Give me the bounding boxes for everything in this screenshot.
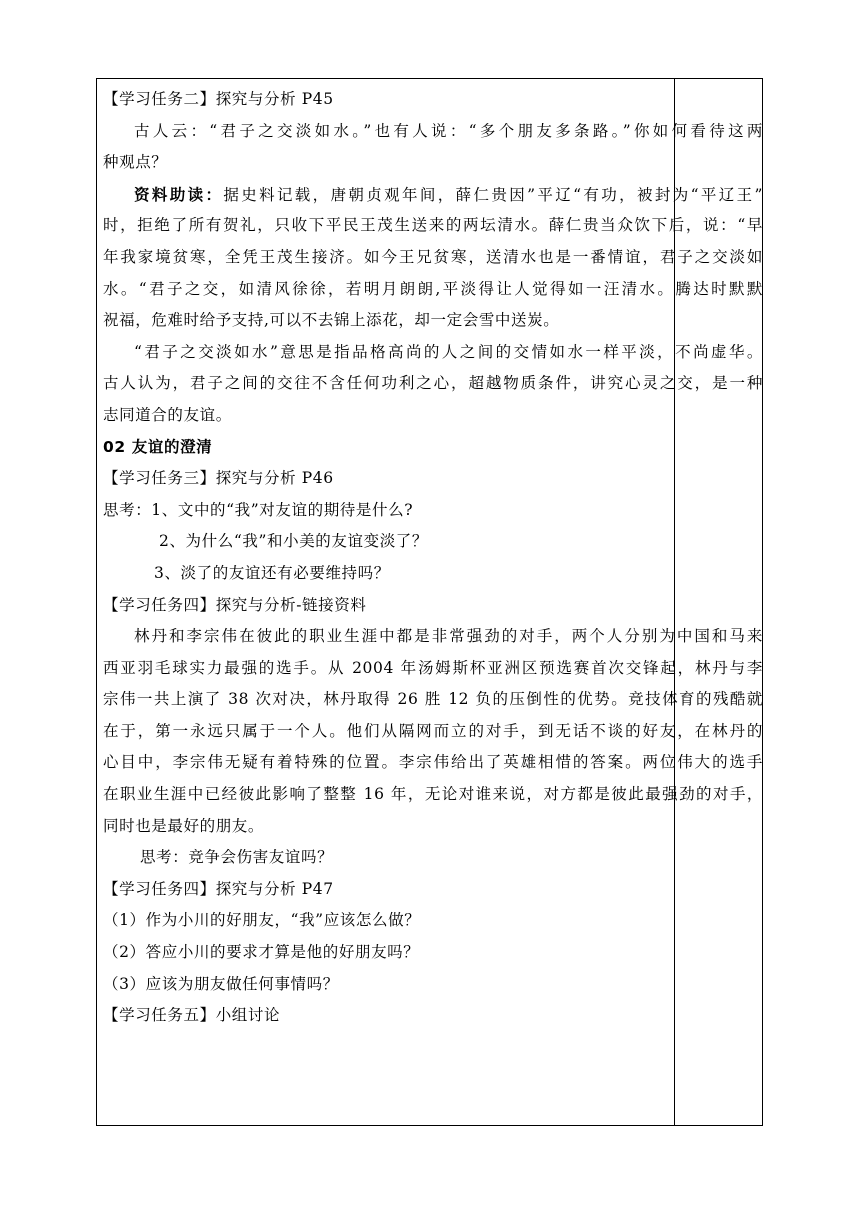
task4a-heading: 【学习任务四】探究与分析-链接资料 [103, 595, 367, 614]
task3-think-line: 2、为什么“我”和小美的友谊变淡了？ [159, 532, 429, 551]
task4a-para-line: 西亚羽毛球实力最强的选手。从 2004 年汤姆斯杯亚洲区预选赛首次交锋起，林丹与李 [103, 658, 763, 677]
resource-line: 时，拒绝了所有贺礼，只收下平民王茂生送来的两坛清水。薛仁贵当众饮下后，说：“早 [103, 216, 763, 235]
task4b-item: （3）应该为朋友做任何事情吗？ [103, 974, 339, 993]
task2-question-line: 种观点？ [103, 153, 168, 172]
resource-line: 年我家境贫寒，全凭王茂生接济。如今王兄贫寒，送清水也是一番情谊，君子之交淡如 [103, 247, 763, 266]
task3-heading: 【学习任务三】探究与分析 P46 [103, 469, 334, 488]
task4a-para-line: 在职业生涯中已经彼此影响了整整 16 年，无论对谁来说，对方都是彼此最强劲的对手， [103, 785, 763, 804]
task4a-para-line: 林丹和李宗伟在彼此的职业生涯中都是非常强劲的对手，两个人分别为中国和马来 [134, 627, 763, 646]
task2-question-line: 古人云：“君子之交淡如水。”也有人说：“多个朋友多条路。”你如何看待这两 [134, 121, 763, 140]
task2-heading: 【学习任务二】探究与分析 P45 [103, 90, 334, 108]
task5-heading: 【学习任务五】小组讨论 [103, 1006, 281, 1025]
resource-line: 水。“君子之交，如清风徐徐，若明月朗朗,平淡得让人觉得如一汪清水。腾达时默默 [103, 279, 763, 298]
resource-first-line [103, 179, 763, 211]
task4b-item: （1）作为小川的好朋友，“我”应该怎么做？ [103, 911, 421, 930]
meaning-line: “君子之交淡如水”意思是指品格高尚的人之间的交情如水一样平淡，不尚虚华。 [134, 342, 763, 361]
resource-label: 资料助读： [134, 184, 224, 204]
task4a-para-line: 同时也是最好的朋友。 [103, 816, 265, 835]
resource-text: 据史料记载，唐朝贞观年间，薛仁贵因”平辽“有功，被封为“平辽王” [223, 185, 763, 204]
section-02-title: 02 友谊的澄清 [103, 437, 213, 456]
task4a-para-line: 心目中，李宗伟无疑有着特殊的位置。李宗伟给出了英雄相惜的答案。两位伟大的选手 [103, 753, 763, 772]
task4a-think: 思考：竞争会伤害友谊吗？ [140, 848, 334, 867]
resource-line: 祝福，危难时给予支持,可以不去锦上添花，却一定会雪中送炭。 [103, 311, 560, 330]
task4b-heading: 【学习任务四】探究与分析 P47 [103, 879, 334, 898]
task3-think-line: 思考：1、文中的“我”对友谊的期待是什么? [103, 500, 414, 519]
task4a-para-line: 在于，第一永远只属于一个人。他们从隔网而立的对手，到无话不谈的好友，在林丹的 [103, 721, 763, 740]
meaning-line: 志同道合的友谊。 [103, 405, 232, 424]
task4b-item: （2）答应小川的要求才算是他的好朋友吗？ [103, 943, 420, 962]
document-body [103, 84, 763, 1032]
task3-think-line: 3、淡了的友谊还有必要维持吗？ [154, 563, 390, 582]
task4a-para-line: 宗伟一共上演了 38 次对决，林丹取得 26 胜 12 负的压倒性的优势。竞技体育的残酷就 [103, 690, 763, 709]
meaning-line: 古人认为，君子之间的交往不含任何功利之心，超越物质条件，讲究心灵之交，是一种 [103, 374, 763, 393]
